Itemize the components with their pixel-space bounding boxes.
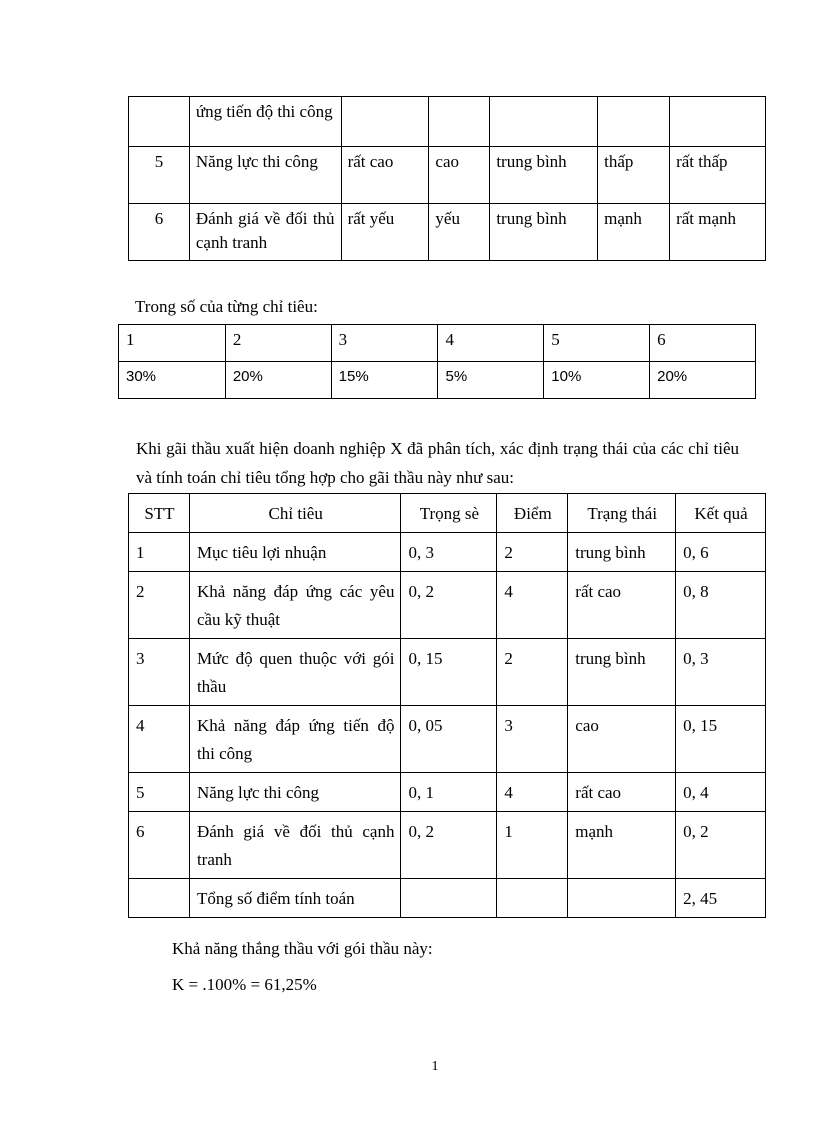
stt-cell: 3 [129, 639, 190, 706]
total-label: Tổng số điểm tính toán [189, 879, 401, 918]
criterion-cell: Đánh giá về đối thủ cạnh tranh [189, 204, 341, 261]
criterion-cell: Khả năng đáp ứng các yêu cầu kỹ thuật [189, 572, 401, 639]
header-result: Kết quả [676, 494, 766, 533]
criterion-cell: Mức độ quen thuộc với gói thầu [189, 639, 401, 706]
header-score: Điểm [497, 494, 568, 533]
total-value: 2, 45 [676, 879, 766, 918]
total-row [129, 879, 766, 918]
weights-value-row [119, 362, 756, 399]
stt-cell: 5 [129, 147, 190, 204]
level-cell: trung bình [490, 147, 598, 204]
result-cell: 0, 6 [676, 533, 766, 572]
empty-cell [497, 879, 568, 918]
page-number: 1 [431, 1059, 439, 1074]
weights-title: Trong số của từng chỉ tiêu: [135, 297, 318, 316]
criterion-cell: Mục tiêu lợi nhuận [189, 533, 401, 572]
level-cell: rất yếu [341, 204, 429, 261]
level-cell: rất mạnh [670, 204, 766, 261]
status-cell: mạnh [568, 812, 676, 879]
empty-cell [568, 879, 676, 918]
table-row [129, 812, 766, 879]
level-cell [670, 97, 766, 147]
result-cell: 0, 8 [676, 572, 766, 639]
header-weight: Trọng sè [401, 494, 497, 533]
header-row [129, 494, 766, 533]
stt-cell: 6 [129, 812, 190, 879]
result-cell: 0, 15 [676, 706, 766, 773]
result-cell: 0, 3 [676, 639, 766, 706]
status-cell: trung bình [568, 639, 676, 706]
status-cell: trung bình [568, 533, 676, 572]
stt-cell: 4 [129, 706, 190, 773]
stt-cell [129, 879, 190, 918]
weight-value: 30% [119, 362, 226, 399]
stt-cell [129, 97, 190, 147]
weight-value: 20% [650, 362, 756, 399]
status-cell: rất cao [568, 773, 676, 812]
status-cell: rất cao [568, 572, 676, 639]
score-cell: 2 [497, 533, 568, 572]
weight-value: 5% [438, 362, 544, 399]
criterion-cell: ứng tiến độ thi công [189, 97, 341, 147]
level-cell: rất cao [341, 147, 429, 204]
level-cell: thấp [598, 147, 670, 204]
criterion-cell: Năng lực thi công [189, 147, 341, 204]
table-row [129, 97, 766, 147]
criteria-levels-table [128, 96, 766, 261]
weight-index: 1 [119, 325, 226, 362]
result-table [128, 493, 766, 918]
level-cell [429, 97, 490, 147]
weight-index: 4 [438, 325, 544, 362]
level-cell: trung bình [490, 204, 598, 261]
header-criterion: Chỉ tiêu [189, 494, 401, 533]
weight-cell: 0, 3 [401, 533, 497, 572]
weight-index: 5 [544, 325, 650, 362]
weights-index-row [119, 325, 756, 362]
weight-value: 10% [544, 362, 650, 399]
score-cell: 2 [497, 639, 568, 706]
conclusion-formula: K = .100% = 61,25% [172, 975, 317, 994]
table-row [129, 204, 766, 261]
result-cell: 0, 2 [676, 812, 766, 879]
header-status: Trạng thái [568, 494, 676, 533]
table-row [129, 639, 766, 706]
weight-cell: 0, 15 [401, 639, 497, 706]
table-row [129, 533, 766, 572]
header-stt: STT [129, 494, 190, 533]
score-cell: 1 [497, 812, 568, 879]
score-cell: 4 [497, 572, 568, 639]
criterion-cell: Đánh giá về đối thủ cạnh tranh [189, 812, 401, 879]
score-cell: 4 [497, 773, 568, 812]
level-cell: cao [429, 147, 490, 204]
level-cell: mạnh [598, 204, 670, 261]
weights-table [118, 324, 756, 399]
stt-cell: 2 [129, 572, 190, 639]
table-row [129, 706, 766, 773]
result-cell: 0, 4 [676, 773, 766, 812]
criterion-cell: Khả năng đáp ứng tiến độ thi công [189, 706, 401, 773]
level-cell [341, 97, 429, 147]
score-cell: 3 [497, 706, 568, 773]
weight-cell: 0, 05 [401, 706, 497, 773]
table-row [129, 773, 766, 812]
empty-cell [401, 879, 497, 918]
weight-value: 20% [225, 362, 331, 399]
level-cell [490, 97, 598, 147]
stt-cell: 6 [129, 204, 190, 261]
status-cell: cao [568, 706, 676, 773]
stt-cell: 1 [129, 533, 190, 572]
level-cell: yếu [429, 204, 490, 261]
weight-index: 6 [650, 325, 756, 362]
weight-cell: 0, 2 [401, 572, 497, 639]
weight-value: 15% [331, 362, 438, 399]
table-row [129, 572, 766, 639]
level-cell [598, 97, 670, 147]
weight-cell: 0, 1 [401, 773, 497, 812]
stt-cell: 5 [129, 773, 190, 812]
weight-index: 3 [331, 325, 438, 362]
intro-paragraph: Khi gãi thầu xuất hiện doanh nghiệp X đã phân tích, xác định trạng thái của các chỉ tiêu và tính toán chỉ tiêu tổng hợp cho gãi thầu này như sau: [136, 439, 739, 487]
weight-cell: 0, 2 [401, 812, 497, 879]
criterion-cell: Năng lực thi công [189, 773, 401, 812]
weight-index: 2 [225, 325, 331, 362]
table-row [129, 147, 766, 204]
conclusion-line-1: Khả năng thắng thầu với gói thầu này: [172, 939, 433, 958]
level-cell: rất thấp [670, 147, 766, 204]
